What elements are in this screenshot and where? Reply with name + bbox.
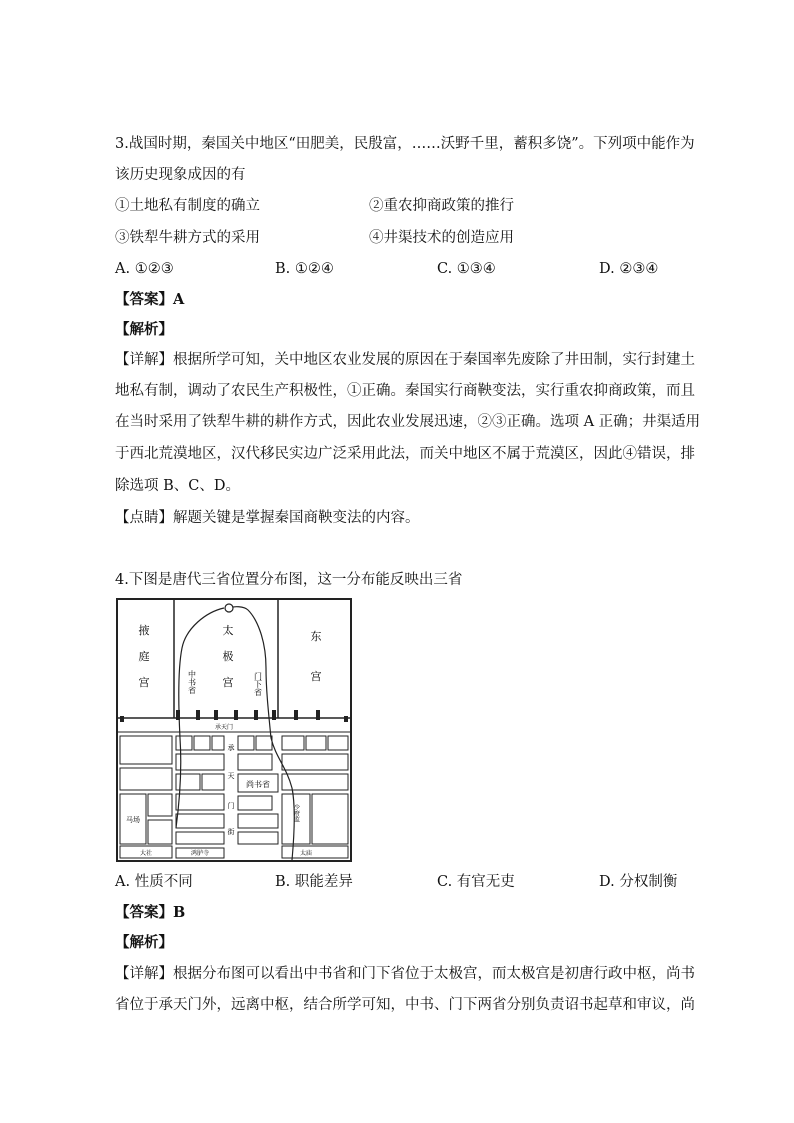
- q3-detail-line-1: 【详解】根据所学可知，关中地区农业发展的原因在于秦国率先废除了井田制，实行封建土: [115, 352, 695, 368]
- q3-detail-line-3: 在当时采用了铁犁牛耕的耕作方式，因此农业发展迅速，②③正确。选项 A 正确；井渠适用: [115, 414, 701, 430]
- label-taiji-3: 宫: [222, 676, 234, 689]
- label-chengtianmen: 承天门: [214, 724, 234, 731]
- q4-option-d: D. 分权制衡: [599, 874, 678, 890]
- label-street-2: 天: [227, 772, 235, 780]
- label-zhongshu: 中书省: [187, 670, 197, 694]
- q4-option-c: C. 有官无吏: [437, 874, 515, 890]
- label-street-4: 街: [227, 828, 235, 836]
- q3-tip: 【点睛】解题关键是掌握秦国商鞅变法的内容。: [115, 510, 420, 526]
- q3-detail-line-4: 于西北荒漠地区，汉代移民实边广泛采用此法，而关中地区不属于荒漠区，因此④错误，排: [115, 446, 695, 462]
- q3-detail-line-2: 地私有制，调动了农民生产积极性，①正确。秦国实行商鞅变法，实行重农抑商政策，而且: [115, 383, 695, 399]
- q3-item-3: ③铁犁牛耕方式的采用: [115, 230, 260, 246]
- label-shaofu: 少府监: [292, 804, 300, 822]
- label-machang: 马场: [126, 816, 140, 824]
- q3-analysis-label: 【解析】: [115, 321, 173, 338]
- q3-detail-line-5: 除选项 B、C、D。: [115, 478, 240, 494]
- q3-stem-line-1: 3.战国时期，秦国关中地区“田肥美，民殷富，……沃野千里，蓄积多饶”。下列项中能作为: [115, 136, 695, 152]
- q3-option-b: B. ①②④: [275, 261, 334, 277]
- label-shangshu: 尚书省: [246, 780, 270, 789]
- label-donggong-2: 宫: [310, 670, 322, 683]
- q3-item-2: ②重农抑商政策的推行: [369, 198, 514, 214]
- label-yeting-2: 庭: [138, 650, 150, 663]
- q3-option-d: D. ②③④: [599, 261, 659, 277]
- label-street-3: 门: [227, 802, 235, 810]
- q4-answer: 【答案】B: [115, 904, 186, 921]
- label-taishe: 大社: [139, 850, 153, 857]
- palace-circle: [225, 604, 233, 612]
- label-donggong-1: 东: [310, 630, 322, 643]
- q3-option-a: A. ①②③: [115, 261, 174, 277]
- q4-detail-line-2: 省位于承天门外，远离中枢，结合所学可知，中书、门下两省分别负责诏书起草和审议，尚: [115, 997, 695, 1013]
- q4-option-b: B. 职能差异: [275, 874, 353, 890]
- q4-detail-line-1: 【详解】根据分布图可以看出中书省和门下省位于太极宫，而太极宫是初唐行政中枢，尚书: [115, 966, 695, 982]
- label-taimiao: 太庙: [299, 850, 313, 857]
- tang-three-departments-map: [116, 598, 352, 862]
- q3-item-4: ④井渠技术的创造应用: [369, 230, 514, 246]
- q3-item-1: ①土地私有制度的确立: [115, 198, 260, 214]
- label-taiji-2: 极: [222, 650, 234, 663]
- label-taiji-1: 太: [222, 624, 234, 637]
- q4-analysis-label: 【解析】: [115, 934, 173, 951]
- label-honglu: 鸿胪寺: [190, 850, 210, 857]
- q4-option-a: A. 性质不同: [115, 874, 193, 890]
- label-menxia: 门下省: [253, 672, 263, 696]
- q4-stem: 4.下图是唐代三省位置分布图，这一分布能反映出三省: [115, 572, 463, 588]
- label-yeting-3: 宫: [138, 676, 150, 689]
- q3-option-c: C. ①③④: [437, 261, 496, 277]
- label-yeting-1: 掖: [138, 624, 150, 637]
- q3-answer: 【答案】A: [115, 291, 185, 308]
- q3-stem-line-2: 该历史现象成因的有: [115, 167, 246, 183]
- label-street-1: 承: [227, 744, 235, 752]
